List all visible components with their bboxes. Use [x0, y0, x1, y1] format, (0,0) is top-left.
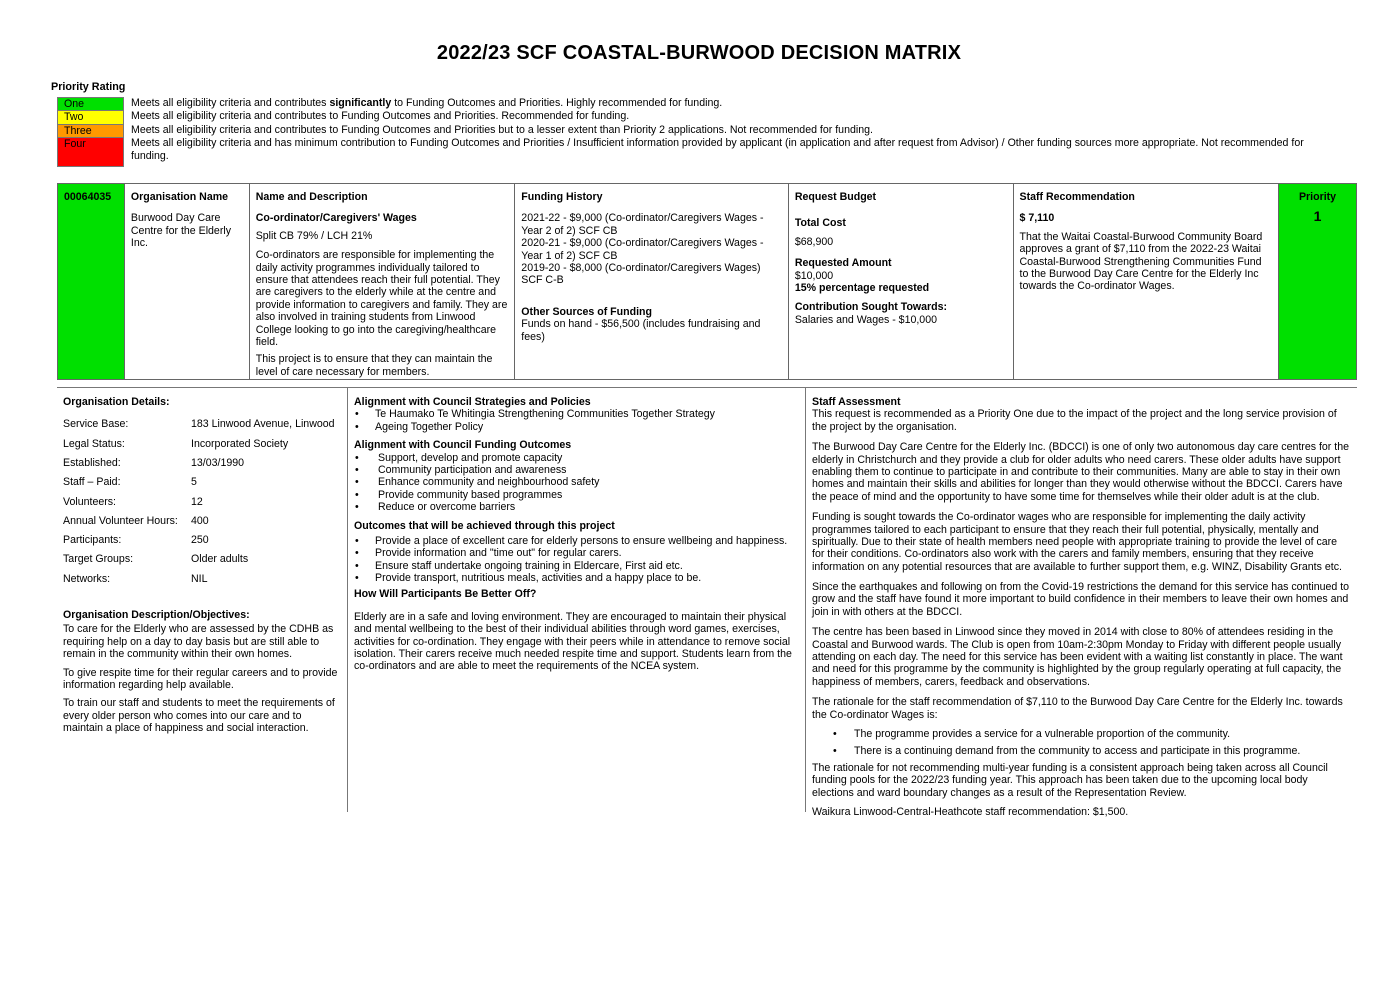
detail-label: Annual Volunteer Hours: [63, 514, 178, 527]
assessment-paragraph: Waikura Linwood-Central-Heathcote staff recommendation: $1,500. [812, 805, 1129, 818]
project-outcomes-list [354, 535, 799, 585]
detail-label: Target Groups: [63, 553, 134, 566]
name-description-cell [250, 184, 516, 379]
application-id-cell [58, 184, 125, 379]
detail-value: 250 [191, 534, 209, 547]
project-outcome-item: • Provide a place of excellent care for elderly persons to ensure wellbeing and happiness. [354, 535, 799, 547]
assessment-paragraph: The rationale for the staff recommendation of $7,110 to the Burwood Day Care Centre for the Elderly Inc. towards the Co-ordinator Wages is: [812, 696, 1343, 721]
alignment-column [348, 388, 806, 812]
detail-value: Incorporated Society [191, 437, 289, 450]
request-budget-heading: Request Budget [794, 191, 877, 203]
objective-text: To give respite time for their regular careers and to provide information regarding help available. [63, 666, 338, 692]
detail-label: Networks: [63, 572, 111, 585]
org-name: Burwood Day Care Centre for the Elderly Inc. [130, 212, 232, 250]
project-name: Co-ordinator/Caregivers' Wages [255, 212, 417, 225]
legend-swatch: Four [57, 137, 124, 167]
detail-row [63, 476, 341, 495]
staff-recommendation-heading: Staff Recommendation [1019, 191, 1135, 203]
priority-cell [1279, 184, 1356, 379]
detail-row [63, 534, 341, 553]
project-description: This project is to ensure that they can maintain the level of care necessary for members. [255, 353, 493, 378]
rationale-item: • There is a continuing demand from the community to access and participate in this programme. [812, 745, 1351, 757]
detail-value: 183 Linwood Avenue, Linwood [191, 418, 335, 431]
requested-amount: $10,000 [794, 269, 834, 282]
legend-text-part: Meets all eligibility criteria and contributes [131, 97, 330, 109]
detail-value: NIL [191, 572, 208, 585]
outcome-item: • Community participation and awareness [354, 464, 799, 476]
legend-text: Meets all eligibility criteria and has minimum contribution to Funding Outcomes and Priorities / Insufficient information provided by applicant (in application and after request from Advisor) / Other funding sources more appropriate. Not recommended for funding. [131, 137, 1304, 162]
funding-history-item: 2019-20 - $8,000 (Co-ordinator/Caregivers Wages) SCF C-B [521, 261, 761, 287]
rationale-item: • The programme provides a service for a vulnerable proportion of the community. [812, 728, 1351, 740]
total-cost-heading: Total Cost [794, 217, 846, 230]
assessment-paragraph: This request is recommended as a Priority One due to the impact of the project and the long service provision of the project by the organisation. [812, 408, 1337, 433]
request-budget-cell [789, 184, 1014, 379]
funding-history-heading: Funding History [521, 191, 603, 203]
legend-row-four [57, 137, 1317, 167]
page-title: 2022/23 SCF COASTAL-BURWOOD DECISION MATRIX [436, 42, 962, 64]
staff-recommendation-cell [1014, 184, 1280, 379]
total-cost: $68,900 [794, 235, 834, 248]
name-description-heading: Name and Description [255, 191, 368, 203]
detail-value: 5 [191, 476, 197, 489]
detail-label: Legal Status: [63, 437, 125, 450]
org-details-heading: Organisation Details: [63, 396, 170, 408]
org-name-cell [125, 184, 250, 379]
project-outcome-item: • Ensure staff undertake ongoing training in Eldercare, First aid etc. [354, 560, 799, 572]
priority-heading: Priority [1298, 191, 1337, 203]
staff-assessment-column [806, 388, 1357, 818]
objectives-heading: Organisation Description/Objectives: [63, 609, 250, 622]
strategies-heading: Alignment with Council Strategies and Policies [354, 396, 591, 408]
percentage-requested: 15% percentage requested [794, 281, 930, 294]
requested-amount-heading: Requested Amount [794, 257, 892, 270]
project-outcome-item: • Provide information and "time out" for regular carers. [354, 547, 799, 559]
detail-row [63, 573, 341, 592]
assessment-section [57, 387, 1357, 818]
application-id: 00064035 [64, 191, 112, 203]
priority-legend [57, 97, 1317, 167]
strategies-list [354, 408, 799, 433]
legend-row-two [57, 110, 1317, 123]
funding-history-item: 2020-21 - $9,000 (Co-ordinator/Caregivers Wages - Year 1 of 2) SCF CB [521, 237, 764, 262]
rationale-list [812, 728, 1351, 758]
project-outcome-item: • Provide transport, nutritious meals, activities and a happy place to be. [354, 572, 799, 584]
detail-label: Participants: [63, 534, 122, 547]
outcome-item: • Reduce or overcome barriers [354, 501, 799, 513]
priority-rating-heading: Priority Rating [51, 81, 126, 93]
legend-text-part: to Funding Outcomes and Priorities. Highly recommended for funding. [391, 97, 723, 109]
legend-text [124, 97, 1317, 109]
application-table [57, 183, 1357, 380]
detail-row [63, 457, 341, 476]
legend-text: Meets all eligibility criteria and contributes to Funding Outcomes and Priorities but to a lesser extent than Priority 2 applications. Not recommended for funding. [131, 123, 873, 136]
funding-split: Split CB 79% / LCH 21% [255, 229, 373, 242]
detail-value: 12 [191, 495, 203, 508]
detail-row [63, 515, 341, 534]
project-description: Co-ordinators are responsible for implementing the daily activity programmes individually tailored to ensure that attendees reach their full potential. They are caregivers to the elderly while at the centre and provide information to caregivers and family. They are also involved in training students from Linwood College looking to go into the caregiving/healthcare field. [255, 249, 508, 348]
legend-row-one [57, 97, 1317, 110]
legend-swatch: One [57, 97, 124, 110]
better-off-text: Elderly are in a safe and loving environment. They are encouraged to maintain their physical and mental wellbeing to the best of their individual abilities through word games, exercises, activities for co-ordination. They engage with their peers while in attendance to remove social isolation. Their carers receive much needed respite time and support. Students learn from the co-ordinators and are able to meet the requirements of the NCEA system. [354, 610, 792, 673]
org-name-heading: Organisation Name [130, 191, 229, 203]
outcomes-heading: Alignment with Council Funding Outcomes [354, 439, 572, 452]
staff-recommendation-text: That the Waitai Coastal-Burwood Community Board approves a grant of $7,110 from the 2022-23 Waitai Coastal-Burwood Strengthening Communities Fund to the Burwood Day Care Centre for the Elderly Inc towards the Co-ordinator Wages. [1019, 230, 1263, 293]
outcomes-list [354, 452, 799, 514]
assessment-paragraph: Funding is sought towards the Co-ordinator wages who are responsible for implementing the daily activity programmes tailored to each participant to ensure that they reach their full potential, physically, mentally and spiritually. Due to their state of health members need people with appropriate training to provide the level of care for their conditions. Co-ordinators also work with the carers and family members, ensuring that they receive information on any potential resources that are available to further support them, e.g. WINZ, Disability Grants etc. [812, 511, 1342, 573]
outcome-item: • Enhance community and neighbourhood safety [354, 476, 799, 488]
assessment-paragraph: The centre has been based in Linwood since they moved in 2014 with close to 80% of attendees residing in the Coastal and Burwood wards. The Club is open from 10am-2:30pm Monday to Friday with different people usually attending on each day. The need for this service has been evident with a waiting list constantly in place. The want and need for this programme by the community is highlighted by the group regularly operating at full capacity, the happiness of members, carers, feedback and observations. [812, 626, 1343, 688]
objective-text: To care for the Elderly who are assessed by the CDHB as requiring help on a day to day basis but are still able to remain in the community within their own homes. [63, 623, 334, 661]
assessment-paragraph: Since the earthquakes and following on from the Covid-19 restrictions the demand for this service has continued to grow and the staff have found it more important to build confidence in their members to leave their own homes and join in with others at the BDCCI. [812, 581, 1350, 618]
other-sources: Funds on hand - $56,500 (includes fundraising and fees) [521, 318, 761, 343]
outcome-item: • Provide community based programmes [354, 489, 799, 501]
detail-label: Volunteers: [63, 495, 117, 508]
detail-label: Staff – Paid: [63, 476, 121, 489]
legend-row-three [57, 124, 1317, 137]
legend-swatch: Three [57, 124, 124, 137]
detail-value: 13/03/1990 [191, 456, 245, 469]
detail-row [63, 553, 341, 572]
project-outcomes-heading: Outcomes that will be achieved through this project [354, 519, 615, 532]
priority-value: 1 [1313, 208, 1322, 225]
assessment-paragraph: The Burwood Day Care Centre for the Elderly Inc. (BDCCI) is one of only two autonomous day care centres for the elderly in Christchurch and they provide a club for older adults who need carers. These older adults have support enabling them to continue to participate in and contribute to their communities. Many are able to stay in their own homes and maintain their skills and abilities for longer than they would otherwise without the BDCCI. Carers have the peace of mind and the opportunity to have some time for themselves while their older adult is at the club. [812, 441, 1349, 503]
strategy-item: • Te Haumako Te Whitingia Strengthening Communities Together Strategy [354, 408, 799, 420]
staff-assessment-heading: Staff Assessment [812, 396, 901, 408]
objective-text: To train our staff and students to meet the requirements of every older person who comes into our care and to maintain a place of happiness and social interaction. [63, 697, 335, 735]
detail-value: 400 [191, 514, 209, 527]
outcome-item: • Support, develop and promote capacity [354, 452, 799, 464]
detail-label: Service Base: [63, 418, 129, 431]
detail-row [63, 418, 341, 437]
detail-label: Established: [63, 456, 121, 469]
legend-text-bold: significantly [329, 97, 392, 109]
detail-row [63, 438, 341, 457]
detail-value: Older adults [191, 553, 249, 566]
funding-history-item: 2021-22 - $9,000 (Co-ordinator/Caregivers Wages - Year 2 of 2) SCF CB [521, 212, 764, 237]
other-sources-heading: Other Sources of Funding [521, 305, 652, 318]
legend-swatch: Two [57, 110, 124, 123]
contribution: Salaries and Wages - $10,000 [794, 313, 937, 326]
organisation-details-column [57, 388, 348, 812]
staff-recommendation-amount: $ 7,110 [1019, 212, 1055, 225]
funding-history-cell [515, 184, 789, 379]
detail-row [63, 496, 341, 515]
contribution-heading: Contribution Sought Towards: [794, 301, 948, 314]
better-off-heading: How Will Participants Be Better Off? [354, 588, 537, 601]
strategy-item: • Ageing Together Policy [354, 421, 799, 433]
assessment-paragraph: The rationale for not recommending multi-year funding is a consistent approach being taken across all Council funding pools for the 2022/23 funding year. This approach has been taken due to the upcoming local body elections and ward boundary changes as a result of the Representation Review. [812, 761, 1328, 799]
legend-text: Meets all eligibility criteria and contributes to Funding Outcomes and Priorities. Recommended for funding. [131, 110, 630, 123]
